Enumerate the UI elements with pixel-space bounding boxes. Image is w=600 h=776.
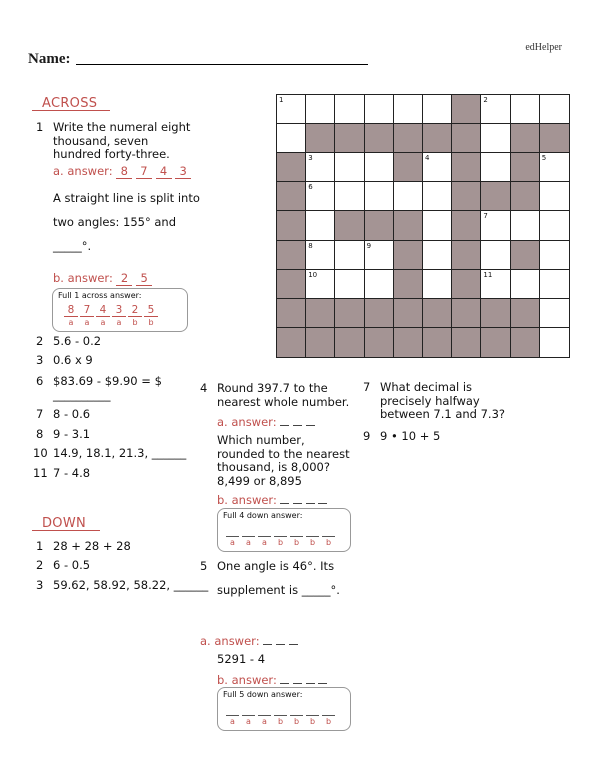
answer-digit[interactable]: 4 bbox=[156, 164, 172, 179]
grid-cell-blocked bbox=[277, 270, 306, 299]
full-answer-cells bbox=[226, 525, 335, 548]
grid-cell[interactable] bbox=[306, 95, 335, 124]
grid-cell-blocked bbox=[452, 211, 481, 240]
clue-text: 14.9, 18.1, 21.3, ______ bbox=[53, 446, 187, 460]
grid-cell[interactable] bbox=[306, 153, 335, 182]
full-answer-part-letter: a bbox=[230, 717, 235, 726]
grid-cell[interactable] bbox=[365, 182, 394, 211]
grid-cell[interactable] bbox=[335, 153, 364, 182]
clue-text-line: hundred forty-three. bbox=[53, 147, 170, 161]
full-answer-blank[interactable] bbox=[306, 525, 319, 537]
clue-text-line: nearest whole number. bbox=[217, 394, 350, 409]
clue-text-line: thousand, seven bbox=[53, 133, 149, 148]
grid-cell-blocked bbox=[394, 153, 423, 182]
grid-clue-number: 9 bbox=[366, 241, 372, 250]
answer-digit[interactable]: 2 bbox=[116, 271, 132, 286]
full-answer-part-letter: a bbox=[230, 538, 235, 547]
clue-number: 8 bbox=[36, 427, 44, 441]
grid-clue-number: 8 bbox=[308, 241, 313, 250]
grid-cell-blocked bbox=[540, 124, 569, 153]
grid-cell-blocked bbox=[394, 124, 423, 153]
across-clue-3 bbox=[36, 354, 93, 368]
down-clue-2 bbox=[36, 559, 90, 573]
grid-clue-number: 4 bbox=[425, 154, 430, 163]
grid-cell-blocked bbox=[452, 270, 481, 299]
clue-number: 2 bbox=[36, 558, 44, 572]
clue-text-line: Which number, bbox=[217, 433, 305, 447]
grid-cell[interactable] bbox=[423, 95, 452, 124]
answer-label: a. answer: bbox=[217, 415, 277, 429]
grid-cell-blocked bbox=[394, 241, 423, 270]
full-answer-blank[interactable] bbox=[322, 525, 335, 537]
grid-cell-blocked bbox=[277, 211, 306, 240]
across-clue-6-blank[interactable]: __________ bbox=[53, 388, 111, 402]
full-answer-blank[interactable] bbox=[274, 525, 287, 537]
grid-cell[interactable] bbox=[481, 95, 510, 124]
grid-cell[interactable] bbox=[540, 182, 569, 211]
grid-cell-blocked bbox=[452, 182, 481, 211]
grid-cell[interactable] bbox=[277, 95, 306, 124]
grid-cell-blocked bbox=[452, 241, 481, 270]
full-answer-cells bbox=[64, 305, 158, 328]
grid-cell-blocked bbox=[306, 124, 335, 153]
grid-clue-number: 2 bbox=[483, 96, 488, 104]
grid-cell[interactable] bbox=[365, 153, 394, 182]
clue-text: 0.6 x 9 bbox=[53, 353, 93, 367]
full-answer-blank[interactable] bbox=[306, 704, 319, 716]
grid-cell[interactable] bbox=[335, 241, 364, 270]
grid-cell[interactable] bbox=[394, 95, 423, 124]
grid-cell[interactable] bbox=[540, 299, 569, 328]
full-answer-blank[interactable] bbox=[226, 704, 239, 716]
grid-cell-blocked bbox=[511, 153, 540, 182]
clue-text-line: What decimal is bbox=[380, 380, 473, 394]
full-answer-part-letter: b bbox=[325, 717, 332, 726]
grid-cell[interactable] bbox=[394, 182, 423, 211]
clue-text: $83.69 - $9.90 = $ bbox=[53, 374, 162, 388]
grid-clue-number: 7 bbox=[483, 212, 488, 221]
full-answer-part-letter: b bbox=[132, 318, 138, 327]
down-heading-underline bbox=[32, 530, 100, 531]
across-clue-7 bbox=[36, 408, 90, 422]
clue-text-line: between 7.1 and 7.3? bbox=[380, 407, 506, 421]
grid-cell[interactable] bbox=[481, 153, 510, 182]
grid-clue-number: 5 bbox=[541, 154, 547, 163]
grid-cell-blocked bbox=[452, 153, 481, 182]
full-1-across-box bbox=[52, 288, 188, 332]
full-answer-part-letter: a bbox=[246, 538, 251, 547]
down-clue-1 bbox=[36, 540, 131, 554]
clue-text-line: precisely halfway bbox=[380, 393, 480, 408]
full-4-down-box bbox=[217, 508, 351, 552]
full-answer-blank[interactable] bbox=[242, 525, 255, 537]
grid-cell[interactable] bbox=[335, 270, 364, 299]
grid-cell-blocked bbox=[394, 299, 423, 328]
clue-number: 6 bbox=[36, 374, 44, 388]
grid-cell-blocked bbox=[452, 328, 481, 357]
full-answer-blank[interactable] bbox=[290, 525, 303, 537]
grid-cell-blocked bbox=[365, 124, 394, 153]
across-heading: ACROSS bbox=[42, 96, 98, 111]
grid-cell-blocked bbox=[511, 299, 540, 328]
clue-text-line: Round 397.7 to the bbox=[217, 381, 328, 395]
clue-text: 8 - 0.6 bbox=[53, 407, 91, 421]
name-label: Name: bbox=[28, 51, 71, 67]
grid-cell-blocked bbox=[335, 124, 364, 153]
clue-text: 7 - 4.8 bbox=[53, 466, 91, 480]
grid-cell-blocked bbox=[423, 328, 452, 357]
answer-blank[interactable] bbox=[306, 413, 315, 426]
clue-text-line: One angle is 46°. Its bbox=[217, 559, 335, 573]
clue-number: 9 bbox=[363, 429, 371, 443]
clue-number: 10 bbox=[33, 446, 48, 460]
grid-cell-blocked bbox=[481, 299, 510, 328]
name-field-line[interactable] bbox=[76, 64, 368, 65]
across-1-a-answer bbox=[53, 164, 191, 179]
down-clue-7 bbox=[363, 381, 523, 422]
down-5-part-b: 5291 - 4 bbox=[217, 652, 266, 666]
full-answer-blank[interactable] bbox=[242, 704, 255, 716]
down-4-a-answer bbox=[217, 413, 315, 429]
full-answer-blank[interactable] bbox=[290, 704, 303, 716]
full-answer-part-letter: a bbox=[116, 318, 122, 327]
clue-number: 4 bbox=[200, 381, 208, 395]
grid-cell-blocked bbox=[365, 299, 394, 328]
grid-cell-blocked bbox=[335, 299, 364, 328]
clue-number: 3 bbox=[36, 578, 44, 592]
clue-text: 9 • 10 + 5 bbox=[380, 429, 441, 443]
answer-blank[interactable] bbox=[280, 491, 289, 504]
grid-cell-blocked bbox=[277, 182, 306, 211]
down-clue-3 bbox=[36, 579, 208, 593]
grid-cell-blocked bbox=[306, 299, 335, 328]
clue-number: 2 bbox=[36, 334, 44, 348]
grid-cell-blocked bbox=[277, 299, 306, 328]
grid-clue-number: 3 bbox=[308, 154, 313, 163]
grid-clue-number: 6 bbox=[308, 183, 313, 192]
clue-text-line: A straight line is split into bbox=[53, 191, 200, 205]
full-5-down-box bbox=[217, 687, 351, 731]
answer-label: b. answer: bbox=[53, 271, 113, 285]
grid-cell[interactable] bbox=[540, 95, 569, 124]
grid-cell[interactable] bbox=[423, 270, 452, 299]
crossword-grid bbox=[276, 94, 570, 358]
grid-cell[interactable] bbox=[306, 182, 335, 211]
full-answer-title: Full 1 across answer: bbox=[58, 291, 142, 300]
grid-cell-blocked bbox=[277, 328, 306, 357]
full-answer-cells bbox=[226, 704, 335, 727]
clue-number: 5 bbox=[200, 559, 208, 573]
answer-blank[interactable] bbox=[280, 671, 289, 684]
across-clue-11 bbox=[33, 467, 90, 481]
grid-cell[interactable] bbox=[481, 211, 510, 240]
grid-cell-blocked bbox=[452, 299, 481, 328]
clue-text: 28 + 28 + 28 bbox=[53, 539, 131, 553]
full-answer-part-letter: a bbox=[68, 318, 74, 327]
grid-cell-blocked bbox=[277, 241, 306, 270]
full-answer-title: Full 5 down answer: bbox=[223, 690, 303, 699]
full-answer-value[interactable]: 2 bbox=[128, 305, 142, 317]
full-answer-blank[interactable] bbox=[258, 525, 271, 537]
clue-text-line: Write the numeral eight bbox=[53, 120, 191, 134]
clue-text-line: supplement is _____°. bbox=[217, 583, 340, 597]
answer-blank[interactable] bbox=[276, 632, 285, 645]
grid-cell[interactable] bbox=[365, 241, 394, 270]
answer-blank[interactable] bbox=[293, 491, 302, 504]
full-answer-part-letter: b bbox=[309, 538, 316, 547]
answer-digit[interactable]: 8 bbox=[116, 164, 132, 179]
grid-cell-blocked bbox=[511, 182, 540, 211]
grid-cell[interactable] bbox=[335, 95, 364, 124]
answer-digit[interactable]: 7 bbox=[136, 164, 152, 179]
grid-cell[interactable] bbox=[306, 211, 335, 240]
brand-label: edHelper bbox=[525, 42, 562, 53]
answer-blank[interactable] bbox=[318, 491, 327, 504]
full-answer-part-letter: b bbox=[309, 717, 316, 726]
grid-cell[interactable] bbox=[540, 153, 569, 182]
full-answer-part-letter: b bbox=[293, 538, 300, 547]
clue-text-line: thousand, is 8,000? bbox=[217, 460, 330, 474]
grid-cell[interactable] bbox=[365, 95, 394, 124]
grid-cell-blocked bbox=[481, 328, 510, 357]
clue-text-line: two angles: 155° and bbox=[53, 215, 177, 229]
grid-cell[interactable] bbox=[423, 211, 452, 240]
grid-cell[interactable] bbox=[540, 241, 569, 270]
answer-label: a. answer: bbox=[200, 634, 260, 648]
grid-cell[interactable] bbox=[540, 211, 569, 240]
full-answer-part-letter: a bbox=[262, 538, 267, 547]
grid-cell[interactable] bbox=[540, 328, 569, 357]
full-answer-part-letter: b bbox=[325, 538, 332, 547]
answer-blank[interactable] bbox=[289, 632, 298, 645]
clue-text: 59.62, 58.92, 58.22, ______ bbox=[53, 578, 209, 592]
grid-cell-blocked bbox=[306, 328, 335, 357]
answer-blank[interactable] bbox=[318, 671, 327, 684]
answer-label: b. answer: bbox=[217, 673, 277, 687]
full-answer-part-letter: a bbox=[84, 318, 90, 327]
grid-cell-blocked bbox=[423, 124, 452, 153]
across-clue-2 bbox=[36, 335, 101, 349]
full-answer-part-letter: b bbox=[277, 717, 284, 726]
grid-cell-blocked bbox=[365, 328, 394, 357]
down-clue-5 bbox=[200, 560, 360, 602]
grid-cell[interactable] bbox=[481, 124, 510, 153]
across-1-b-answer bbox=[53, 271, 152, 286]
full-answer-part-letter: b bbox=[148, 318, 154, 327]
grid-cell[interactable] bbox=[277, 124, 306, 153]
full-answer-value[interactable]: 4 bbox=[96, 305, 110, 317]
answer-digit[interactable]: 5 bbox=[136, 271, 152, 286]
clue-number: 1 bbox=[36, 120, 44, 134]
grid-clue-number: 11 bbox=[483, 270, 493, 279]
full-answer-part-letter: a bbox=[262, 717, 267, 726]
down-clue-9 bbox=[363, 430, 440, 444]
full-answer-blank[interactable] bbox=[226, 525, 239, 537]
grid-cell-blocked bbox=[511, 328, 540, 357]
full-answer-value[interactable]: 3 bbox=[112, 305, 126, 317]
grid-cell[interactable] bbox=[335, 182, 364, 211]
grid-cell[interactable] bbox=[540, 270, 569, 299]
down-5-b-answer bbox=[217, 671, 327, 687]
answer-label: a. answer: bbox=[53, 164, 113, 178]
grid-cell[interactable] bbox=[481, 241, 510, 270]
across-clue-1 bbox=[36, 121, 206, 162]
grid-cell[interactable] bbox=[423, 153, 452, 182]
clue-number: 1 bbox=[36, 539, 44, 553]
grid-cell[interactable] bbox=[423, 182, 452, 211]
full-answer-blank[interactable] bbox=[258, 704, 271, 716]
down-5-a-answer bbox=[200, 632, 298, 648]
full-answer-blank[interactable] bbox=[274, 704, 287, 716]
full-answer-part-letter: b bbox=[293, 717, 300, 726]
answer-blank[interactable] bbox=[306, 491, 315, 504]
grid-cell[interactable] bbox=[511, 211, 540, 240]
answer-digit[interactable]: 3 bbox=[175, 164, 191, 179]
across-clue-10 bbox=[33, 447, 186, 461]
clue-number: 3 bbox=[36, 353, 44, 367]
grid-cell-blocked bbox=[335, 211, 364, 240]
grid-cell-blocked bbox=[335, 328, 364, 357]
answer-blank[interactable] bbox=[293, 413, 302, 426]
grid-cell[interactable] bbox=[511, 95, 540, 124]
grid-cell[interactable] bbox=[306, 270, 335, 299]
grid-cell-blocked bbox=[277, 153, 306, 182]
grid-cell-blocked bbox=[481, 182, 510, 211]
clue-text: 9 - 3.1 bbox=[53, 427, 91, 441]
across-heading-underline bbox=[32, 110, 110, 111]
full-answer-blank[interactable] bbox=[322, 704, 335, 716]
grid-cell[interactable] bbox=[365, 270, 394, 299]
grid-cell[interactable] bbox=[423, 241, 452, 270]
across-clue-6 bbox=[36, 375, 162, 389]
full-answer-part-letter: a bbox=[100, 318, 106, 327]
down-4-b-answer bbox=[217, 491, 327, 507]
grid-cell[interactable] bbox=[511, 270, 540, 299]
full-answer-value[interactable]: 8 bbox=[64, 305, 78, 317]
answer-blank[interactable] bbox=[306, 671, 315, 684]
down-heading: DOWN bbox=[42, 516, 87, 531]
grid-cell-blocked bbox=[452, 124, 481, 153]
full-answer-title: Full 4 down answer: bbox=[223, 511, 303, 520]
answer-label: b. answer: bbox=[217, 493, 277, 507]
across-clue-8 bbox=[36, 428, 90, 442]
grid-cell-blocked bbox=[452, 95, 481, 124]
grid-cell-blocked bbox=[511, 124, 540, 153]
grid-cell[interactable] bbox=[306, 241, 335, 270]
full-answer-part-letter: a bbox=[246, 717, 251, 726]
clue-text-line: rounded to the nearest bbox=[217, 446, 350, 461]
grid-cell[interactable] bbox=[481, 270, 510, 299]
across-1-part-b bbox=[53, 186, 213, 258]
clue-text: 6 - 0.5 bbox=[53, 558, 91, 572]
grid-clue-number: 10 bbox=[308, 270, 318, 279]
full-answer-value[interactable]: 5 bbox=[144, 305, 158, 317]
answer-blank[interactable] bbox=[263, 632, 272, 645]
down-4-part-b bbox=[217, 434, 367, 488]
down-clue-4 bbox=[200, 382, 360, 409]
grid-clue-number: 1 bbox=[279, 96, 284, 104]
clue-number: 11 bbox=[33, 466, 48, 480]
clue-number: 7 bbox=[363, 380, 371, 394]
clue-number: 7 bbox=[36, 407, 44, 421]
clue-text-line: _____°. bbox=[53, 239, 92, 253]
grid-cell-blocked bbox=[394, 211, 423, 240]
answer-blank[interactable] bbox=[280, 413, 289, 426]
grid-cell-blocked bbox=[394, 270, 423, 299]
grid-cell-blocked bbox=[394, 328, 423, 357]
clue-text: 5.6 - 0.2 bbox=[53, 334, 102, 348]
full-answer-value[interactable]: 7 bbox=[80, 305, 94, 317]
answer-blank[interactable] bbox=[293, 671, 302, 684]
grid-cell-blocked bbox=[423, 299, 452, 328]
clue-text-line: 8,499 or 8,895 bbox=[217, 473, 302, 488]
grid-cell-blocked bbox=[365, 211, 394, 240]
grid-cell-blocked bbox=[511, 241, 540, 270]
full-answer-part-letter: b bbox=[277, 538, 284, 547]
